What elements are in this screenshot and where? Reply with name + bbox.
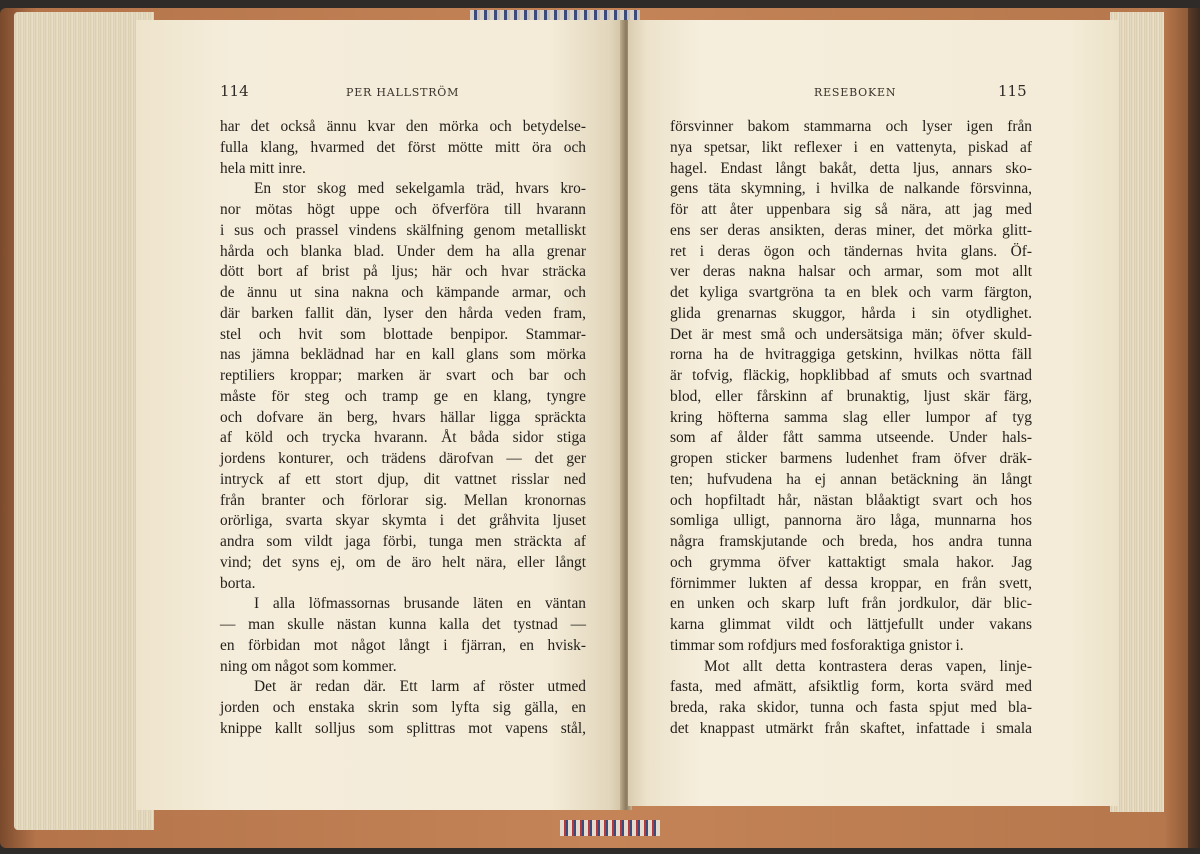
text-line: hagel. Endast långt bakåt, detta ljus, annars sko- — [670, 159, 1032, 177]
text-line: ens ser deras ansikten, deras miner, det mörka glitt- — [670, 221, 1032, 239]
text-line: nor mötas högt uppe och öfverföra till hvarann — [220, 201, 586, 218]
text-line: jorden och enstaka skrin som lyfta sig gälla, en — [220, 699, 586, 716]
running-head-right: RESEBOKEN — [814, 86, 897, 99]
text-line: det knappast utmärkt från skaftet, infattade i smala — [670, 719, 1032, 737]
text-line: från branter och förlorar sig. Mellan kronornas — [220, 491, 586, 509]
text-line: nya spetsar, likt reflexer i en vattenyta, piskad af — [670, 138, 1032, 156]
text-line: breda, raka skidor, tunna och fasta spjut med bla- — [670, 699, 1032, 716]
text-line: knippe kallt solljus som splittras mot vapens stål, — [220, 719, 586, 737]
text-line: intryck af ett stort djup, dit vattnet risslar ned — [220, 470, 586, 488]
text-line: gropen sticker barmens ludenhet fram öfver dräk- — [670, 450, 1032, 467]
left-page — [136, 20, 624, 810]
right-page-text — [670, 117, 1032, 740]
text-line: fulla klang, hvarmed det först mötte mitt öra och — [220, 138, 586, 156]
text-line: det kyliga svartgröna ta en blek och varm färgton, — [670, 284, 1032, 301]
text-line: Det är mest små och undersätsiga män; öfver skuld- — [670, 325, 1032, 343]
text-line: gens täta skymning, i hvilka de nalkande försvinna, — [670, 180, 1032, 198]
text-line: borta. — [220, 574, 256, 592]
text-line: Mot allt detta kontrastera deras vapen, linje- — [704, 657, 1032, 675]
text-line: förnimmer lukten af dessa kroppar, en från svett, — [670, 574, 1032, 592]
text-line: vind; det syns ej, om de äro helt nära, eller långt — [220, 553, 586, 571]
page-number-left: 114 — [220, 82, 249, 100]
text-line: andra som vildt jaga förbi, tunga men sträckta af — [220, 533, 586, 550]
text-line: hårda och blanka blad. Under dem ha alla grenar — [220, 242, 586, 260]
text-line: försvinner bakom stammarna och lyser igen från — [670, 118, 1032, 135]
text-line: — man skulle nästan kunna kalla det tystnad — — [220, 616, 586, 633]
text-line: hela mitt inre. — [220, 159, 306, 177]
text-line: dött bort af brist på ljus; här och hvar sträcka — [220, 263, 586, 281]
text-line: En stor skog med sekelgamla träd, hvars kro- — [254, 180, 586, 198]
text-line: jordens konturer, och trädens därofvan — det ger — [220, 450, 586, 467]
text-line: reptiliers kroppar; marken är svart och bar och — [220, 367, 586, 384]
text-line: ning om något som kommer. — [220, 657, 397, 675]
text-line: stel och hvit som blottade benpipor. Stammar- — [220, 325, 586, 343]
headband-bottom — [560, 820, 660, 836]
text-line: har det också ännu kvar den mörka och betydelse- — [220, 118, 586, 135]
text-line: I alla löfmassornas brusande läten en väntan — [254, 595, 586, 613]
text-line: rorna ha de hvitraggiga getskinn, hvilkas nötta fäll — [670, 346, 1032, 364]
text-line: för att åter uppenbara sig så nära, att jag med — [670, 201, 1032, 218]
text-line: Det är redan där. Ett larm af röster utmed — [254, 678, 586, 696]
text-line: kring höfterna samma slag eller lumpor af tyg — [670, 408, 1032, 426]
text-line: i sus och prassel vindens skälfning genom metalliskt — [220, 221, 586, 239]
page-edges-left — [14, 12, 154, 830]
running-head-left: PER HALLSTRÖM — [346, 86, 460, 99]
text-line: där barken fallit dän, lyser den hårda veden fram, — [220, 304, 586, 322]
text-line: somliga ulligt, pannorna äro låga, munnarna hos — [670, 512, 1032, 530]
text-line: en unken och skarp luft från jordkulor, där blic- — [670, 595, 1032, 613]
text-line: och hopfiltadt hår, nästan blåaktigt svart och hos — [670, 491, 1032, 509]
text-line: och dofvare än berg, hvars hällar ligga spräckta — [220, 408, 586, 426]
text-line: några framskjutande och breda, hos andra tunna — [670, 533, 1032, 550]
page-edges-right — [1110, 12, 1164, 812]
text-line: ten; hufvudena ha ej annan betäckning än långt — [670, 470, 1032, 488]
text-line: karna glimmat vildt och lättjefullt under vakans — [670, 616, 1032, 633]
text-line: är tofvig, fläckig, hopklibbad af smuts och svartnad — [670, 367, 1032, 384]
text-line: glida grenarnas skuggor, hårda i sin otydlighet. — [670, 304, 1032, 322]
text-line: ver deras nakna halsar och armar, som mot allt — [670, 263, 1032, 281]
page-number-right: 115 — [998, 82, 1027, 100]
text-line: nas jämna beklädnad har en kall glans som mörka — [220, 346, 586, 364]
text-line: en förbidan mot något långt i fjärran, en hvisk- — [220, 636, 586, 654]
cover-edge — [1188, 8, 1200, 848]
text-line: orörliga, svarta skyar skymta i det gråhvita ljuset — [220, 512, 586, 530]
right-page — [628, 20, 1118, 806]
text-line: timmar som rofdjurs med fosforaktiga gnistor i. — [670, 636, 964, 654]
text-line: som af ålder fått samma utseende. Under hals- — [670, 429, 1032, 447]
text-line: blod, eller fårskinn af brunaktig, ljust skär färg, — [670, 387, 1032, 405]
text-line: de ännu ut sina nakna och kämpande armar, och — [220, 284, 586, 301]
left-page-text — [220, 117, 586, 740]
text-line: af köld och trycka hvarann. Åt båda sidor stiga — [220, 429, 586, 447]
text-line: och grymma öfver kattaktigt smala hakor. Jag — [670, 553, 1032, 571]
text-line: ret i deras ögon och tändernas hvita glans. Öf- — [670, 242, 1032, 260]
text-line: måste för steg och tramp ge en klang, tyngre — [220, 387, 586, 405]
text-line: fasta, med afmätt, afsiktlig form, korta svärd med — [670, 678, 1032, 696]
